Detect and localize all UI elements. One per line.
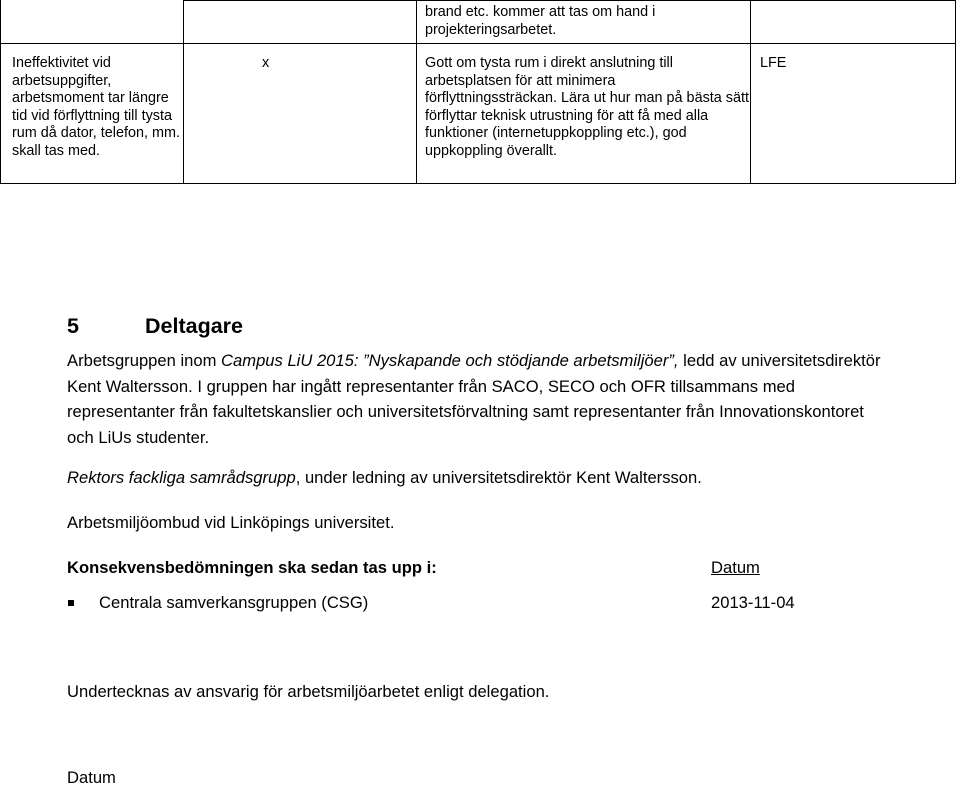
list-item-date: 2013-11-04 [711,593,795,612]
footer-date-label: Datum [67,768,116,787]
table-border [0,183,956,184]
table-border [750,0,751,184]
signature-line: Undertecknas av ansvarig för arbetsmiljöarbetet enligt delegation. [67,682,550,701]
paragraph-text: , under ledning av universitetsdirektör Kent Waltersson. [295,468,702,487]
date-column-header: Datum [711,558,760,577]
union-group-paragraph [67,465,887,491]
mark-cell: x [262,55,270,71]
paragraph-text: ledd av universitetsdirektör Kent Waltersson. I gruppen har ingått representanter från SACO, SECO och OFR tillsammans med representanter från fakultetskanslier och universitetsförvaltning samt representanter från Innovationskontoret och LiUs studenter. [67,351,881,447]
section-heading [67,312,243,340]
section-number: 5 [67,314,79,338]
action-cell: Gott om tysta rum i direkt anslutning till arbetsplatsen för att minimera förflyttningssträckan. Lära ut hur man på bästa sätt förflyttar teknisk utrustning för att få med alla funktioner (internetuppkoppling etc.), god uppkoppling överallt. [425,55,749,159]
risk-table [0,0,957,184]
table-border [955,0,956,184]
project-name: Campus LiU 2015: ”Nyskapande och stödjande arbetsmiljöer”, [221,351,679,370]
list-item: Centrala samverkansgruppen (CSG) [99,593,369,612]
square-bullet-icon [68,600,74,606]
responsible-cell: LFE [760,55,787,71]
table-border [0,43,956,44]
paragraph-text: Arbetsgruppen inom [67,351,222,370]
table-border [0,0,1,184]
table-border [183,0,184,184]
table-carry-over-text: brand etc. kommer att tas om hand i projekteringsarbetet. [425,4,656,38]
section-title: Deltagare [145,314,243,338]
table-border [183,0,956,1]
safety-rep-paragraph: Arbetsmiljöombud vid Linköpings universitet. [67,513,395,532]
group-name: Rektors fackliga samrådsgrupp [67,468,296,487]
participants-paragraph [67,348,887,450]
table-border [416,0,417,184]
consequence-heading: Konsekvensbedömningen ska sedan tas upp i: [67,558,437,577]
risk-cell: Ineffektivitet vid arbetsuppgifter, arbetsmoment tar längre tid vid förflyttning till tysta rum då dator, telefon, mm. skall tas med. [12,55,180,159]
